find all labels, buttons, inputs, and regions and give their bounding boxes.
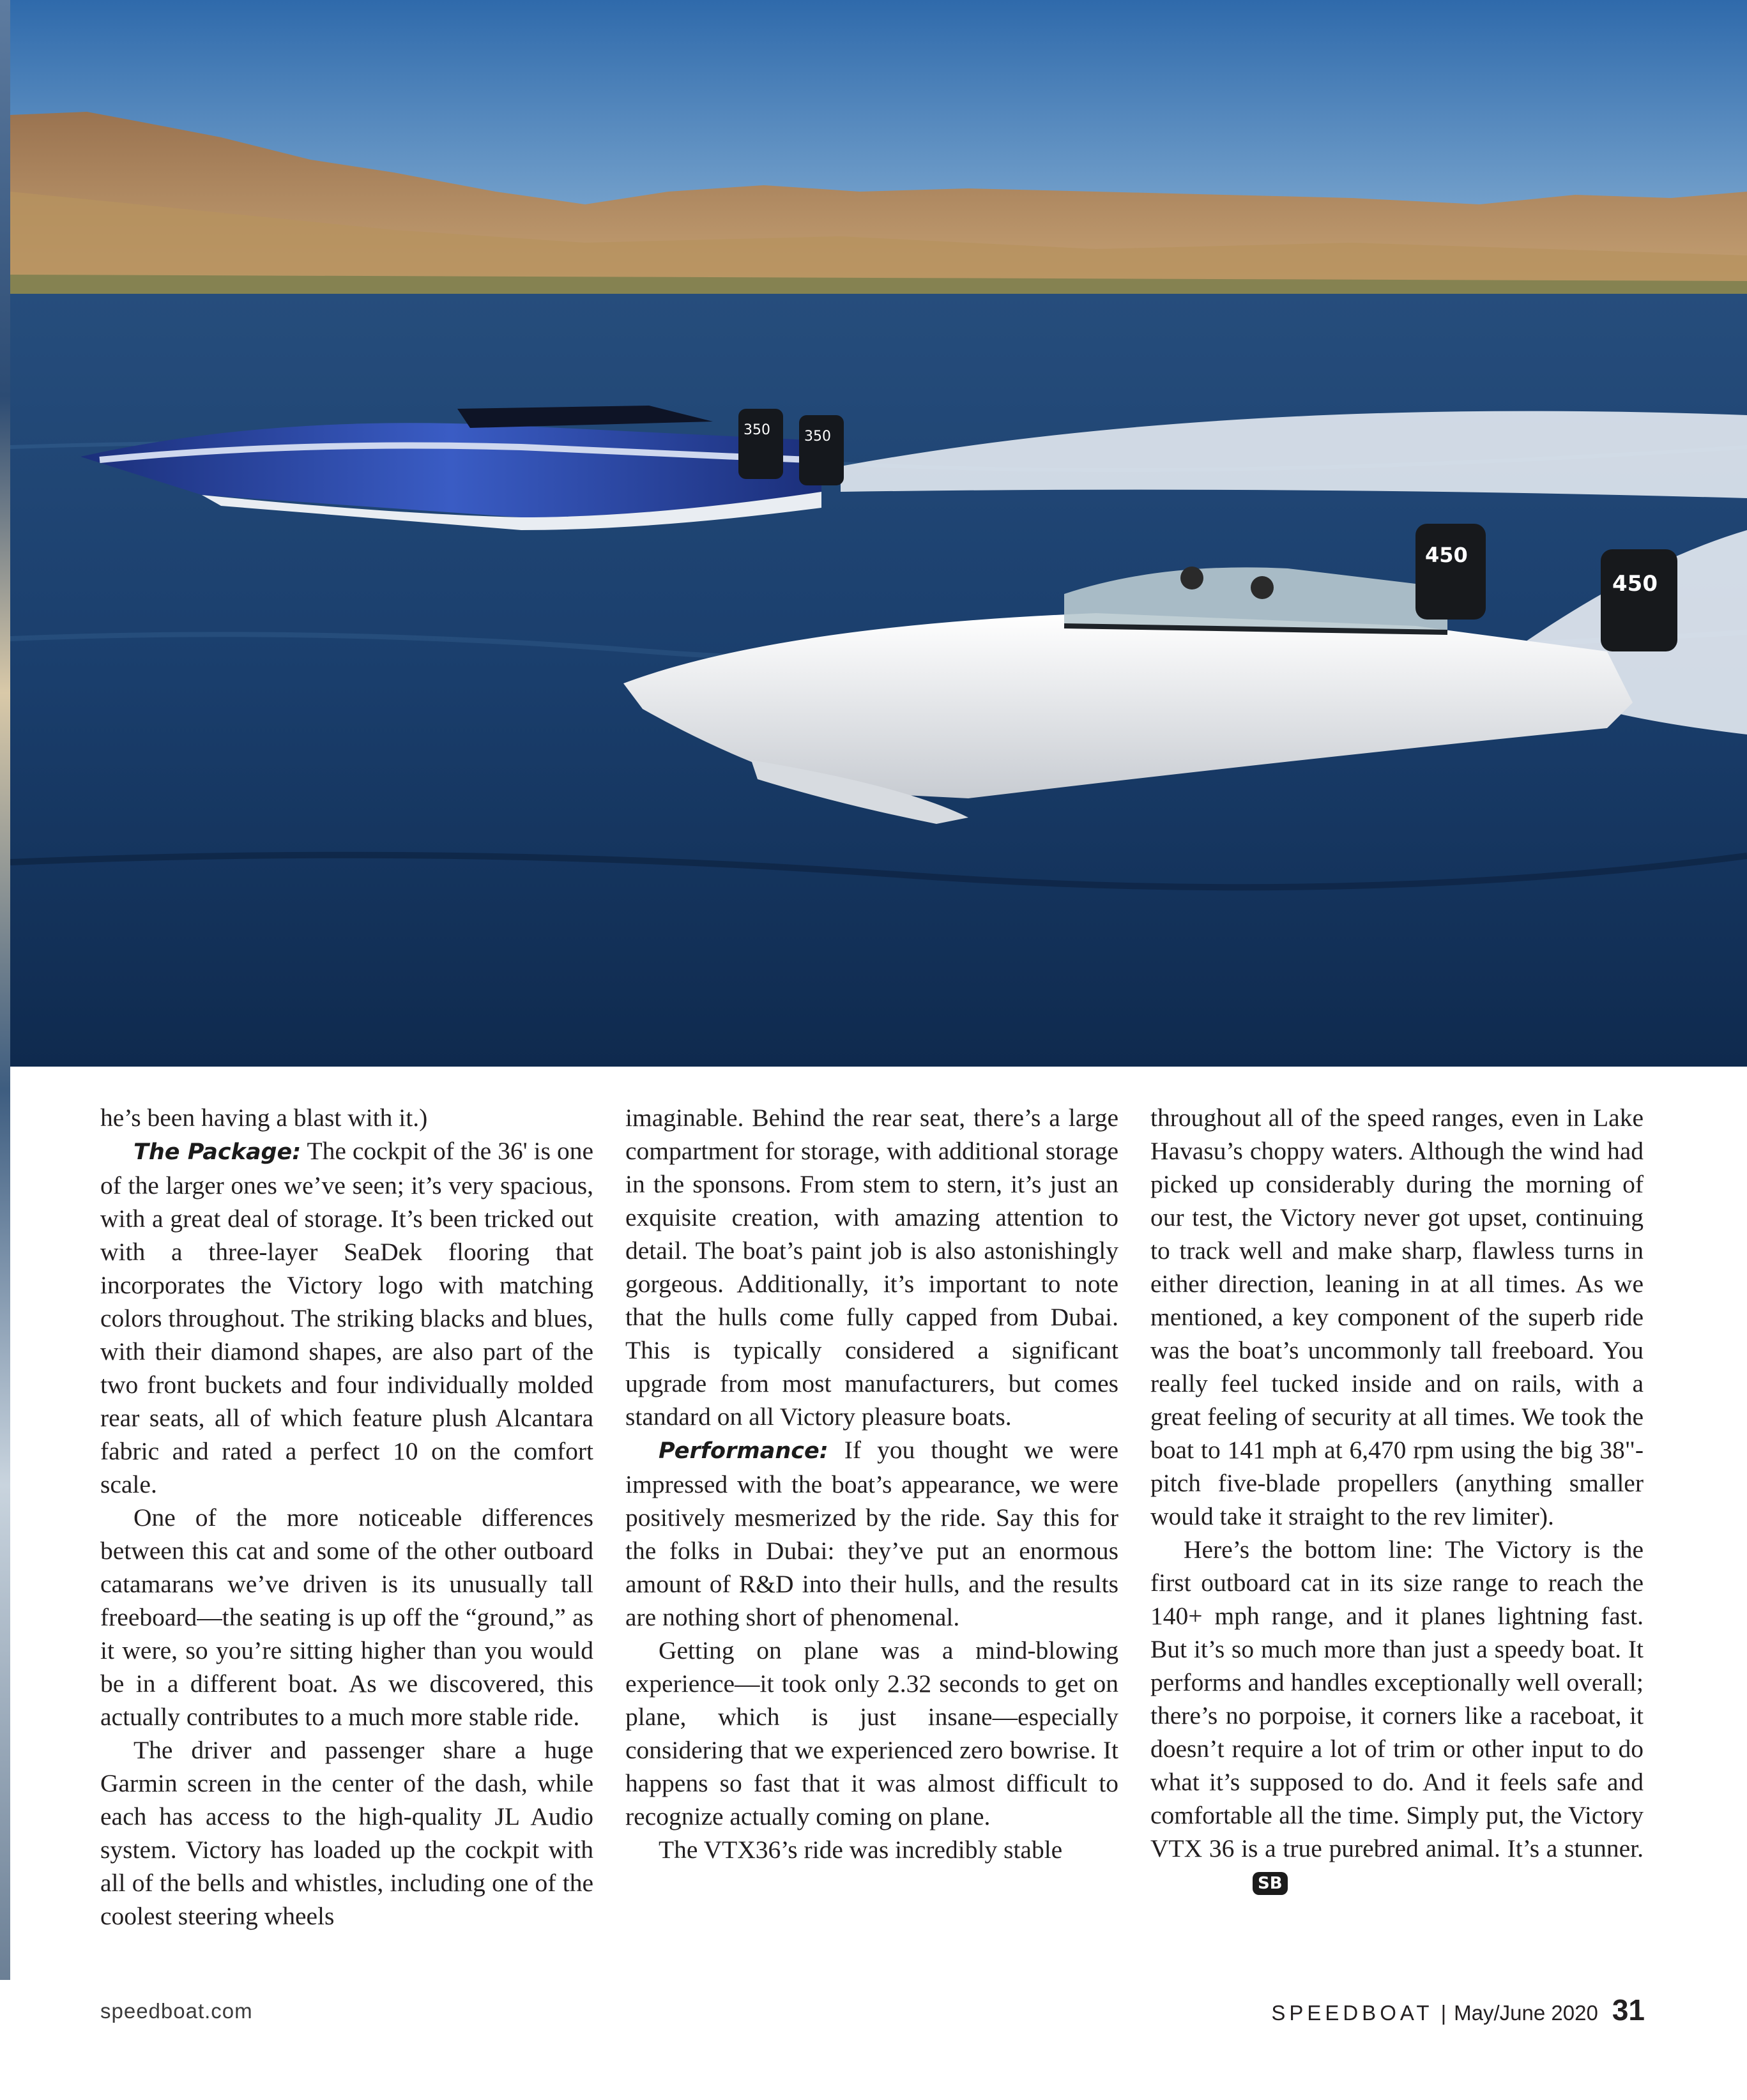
column-2 [625,1101,1118,1866]
svg-text:450: 450 [1425,543,1468,567]
section-lead-the-package: The Package: [134,1139,301,1165]
adjacent-page-edge [0,0,10,1980]
paragraph-text: If you thought we were impressed with the boat’s appearance, we were positively mesmerized by the ride. Say this for the folks in Dubai: they’ve put an enormous amount of R&D into their hulls, and the results are nothing short of phenomenal. [625,1436,1118,1631]
footer-separator: | [1440,2001,1447,2025]
boats-photo-illustration [10,0,1747,1067]
footer-website: speedboat.com [100,1999,253,2023]
page-number: 31 [1612,1993,1645,2027]
paragraph: The driver and passenger share a huge Garmin screen in the center of the dash, while each has access to the high-quality JL Audio system. Victory has loaded up the cockpit with all of the bells and whistles, including one of the coolest steering wheels [100,1736,593,1930]
article-body [100,1101,1645,1982]
end-of-article-mark: SB [1253,1872,1288,1895]
svg-text:450: 450 [1612,571,1658,597]
footer-issue-date: May/June 2020 [1454,2001,1598,2025]
hero-photo [10,0,1747,1067]
paragraph: The VTX36’s ride was incredibly stable [659,1836,1063,1864]
paragraph: throughout all of the speed ranges, even in Lake Havasu’s choppy waters. Although the wind had picked up considerably during the morning of our test, the Victory never got upset, continuing to track well and make sharp, flawless turns in either direction, leaning in at all times. As we mentioned, a key component of the superb ride was the boat’s uncommonly tall freeboard. You really feel tucked inside and on rails, with a great feeling of security at all times. We took the boat to 141 mph at 6,470 rpm using the big 38"-pitch five-blade propellers (anything smaller would take it straight to the rev limiter). [1150,1104,1644,1530]
column-3 [1150,1101,1644,1898]
paragraph-the-package [100,1134,593,1501]
paragraph: One of the more noticeable differences between this cat and some of the other outboard catamarans we’ve driven is its unusually tall freeboard—the seating is up off the “ground,” as it were, so you’re sitting higher than you would be in a different boat. As we discovered, this actually contributes to a much more stable ride. [100,1503,593,1731]
paragraph: imaginable. Behind the rear seat, there’s a large compartment for storage, with additional storage in the sponsons. From stem to stern, it’s just an exquisite creation, with amazing attention to detail. The boat’s paint job is also astonishingly gorgeous. Additionally, it’s important to note that the hulls come fully capped from Dubai. This is typically considered a significant upgrade from most manufacturers, but comes standard on all Victory pleasure boats. [625,1104,1118,1431]
footer-folio [1271,1993,1645,2027]
paragraph-closing [1150,1533,1644,1898]
svg-text:350: 350 [804,429,831,445]
paragraph: Getting on plane was a mind-blowing experience—it took only 2.32 seconds to get on plane, which is just insane—especially considering that we experienced zero bowrise. It happens so fast that it was almost difficult to recognize actually coming on plane. [625,1636,1118,1830]
paragraph: he’s been having a blast with it.) [100,1104,428,1132]
paragraph-text: The cockpit of the 36' is one of the larger ones we’ve seen; it’s very spacious, with a great deal of storage. It’s been tricked out with a three-layer SeaDek flooring that incorporates the Victory logo with matching colors throughout. The striking blacks and blues, with their diamond shapes, are also part of the two front buckets and four individually molded rear seats, all of which feature plush Alcantara fabric and rated a perfect 10 on the comfort scale. [100,1137,593,1498]
footer-magazine-name: SPEEDBOAT [1271,2001,1433,2025]
svg-text:350: 350 [744,422,770,438]
section-lead-performance: Performance: [659,1438,828,1464]
column-1 [100,1101,593,1933]
paragraph-text: Here’s the bottom line: The Victory is the first outboard cat in its size range to reach the 140+ mph range, and it planes lightning fast. But it’s so much more than just a speedy boat. It performs and handles exceptionally well overall; there’s no porpoise, it corners like a raceboat, it doesn’t require a lot of trim or other input to do what it’s supposed to do. And it feels safe and comfortable all the time. Simply put, the Victory VTX 36 is a true purebred animal. It’s a stunner. [1150,1535,1644,1862]
paragraph-performance [625,1433,1118,1634]
